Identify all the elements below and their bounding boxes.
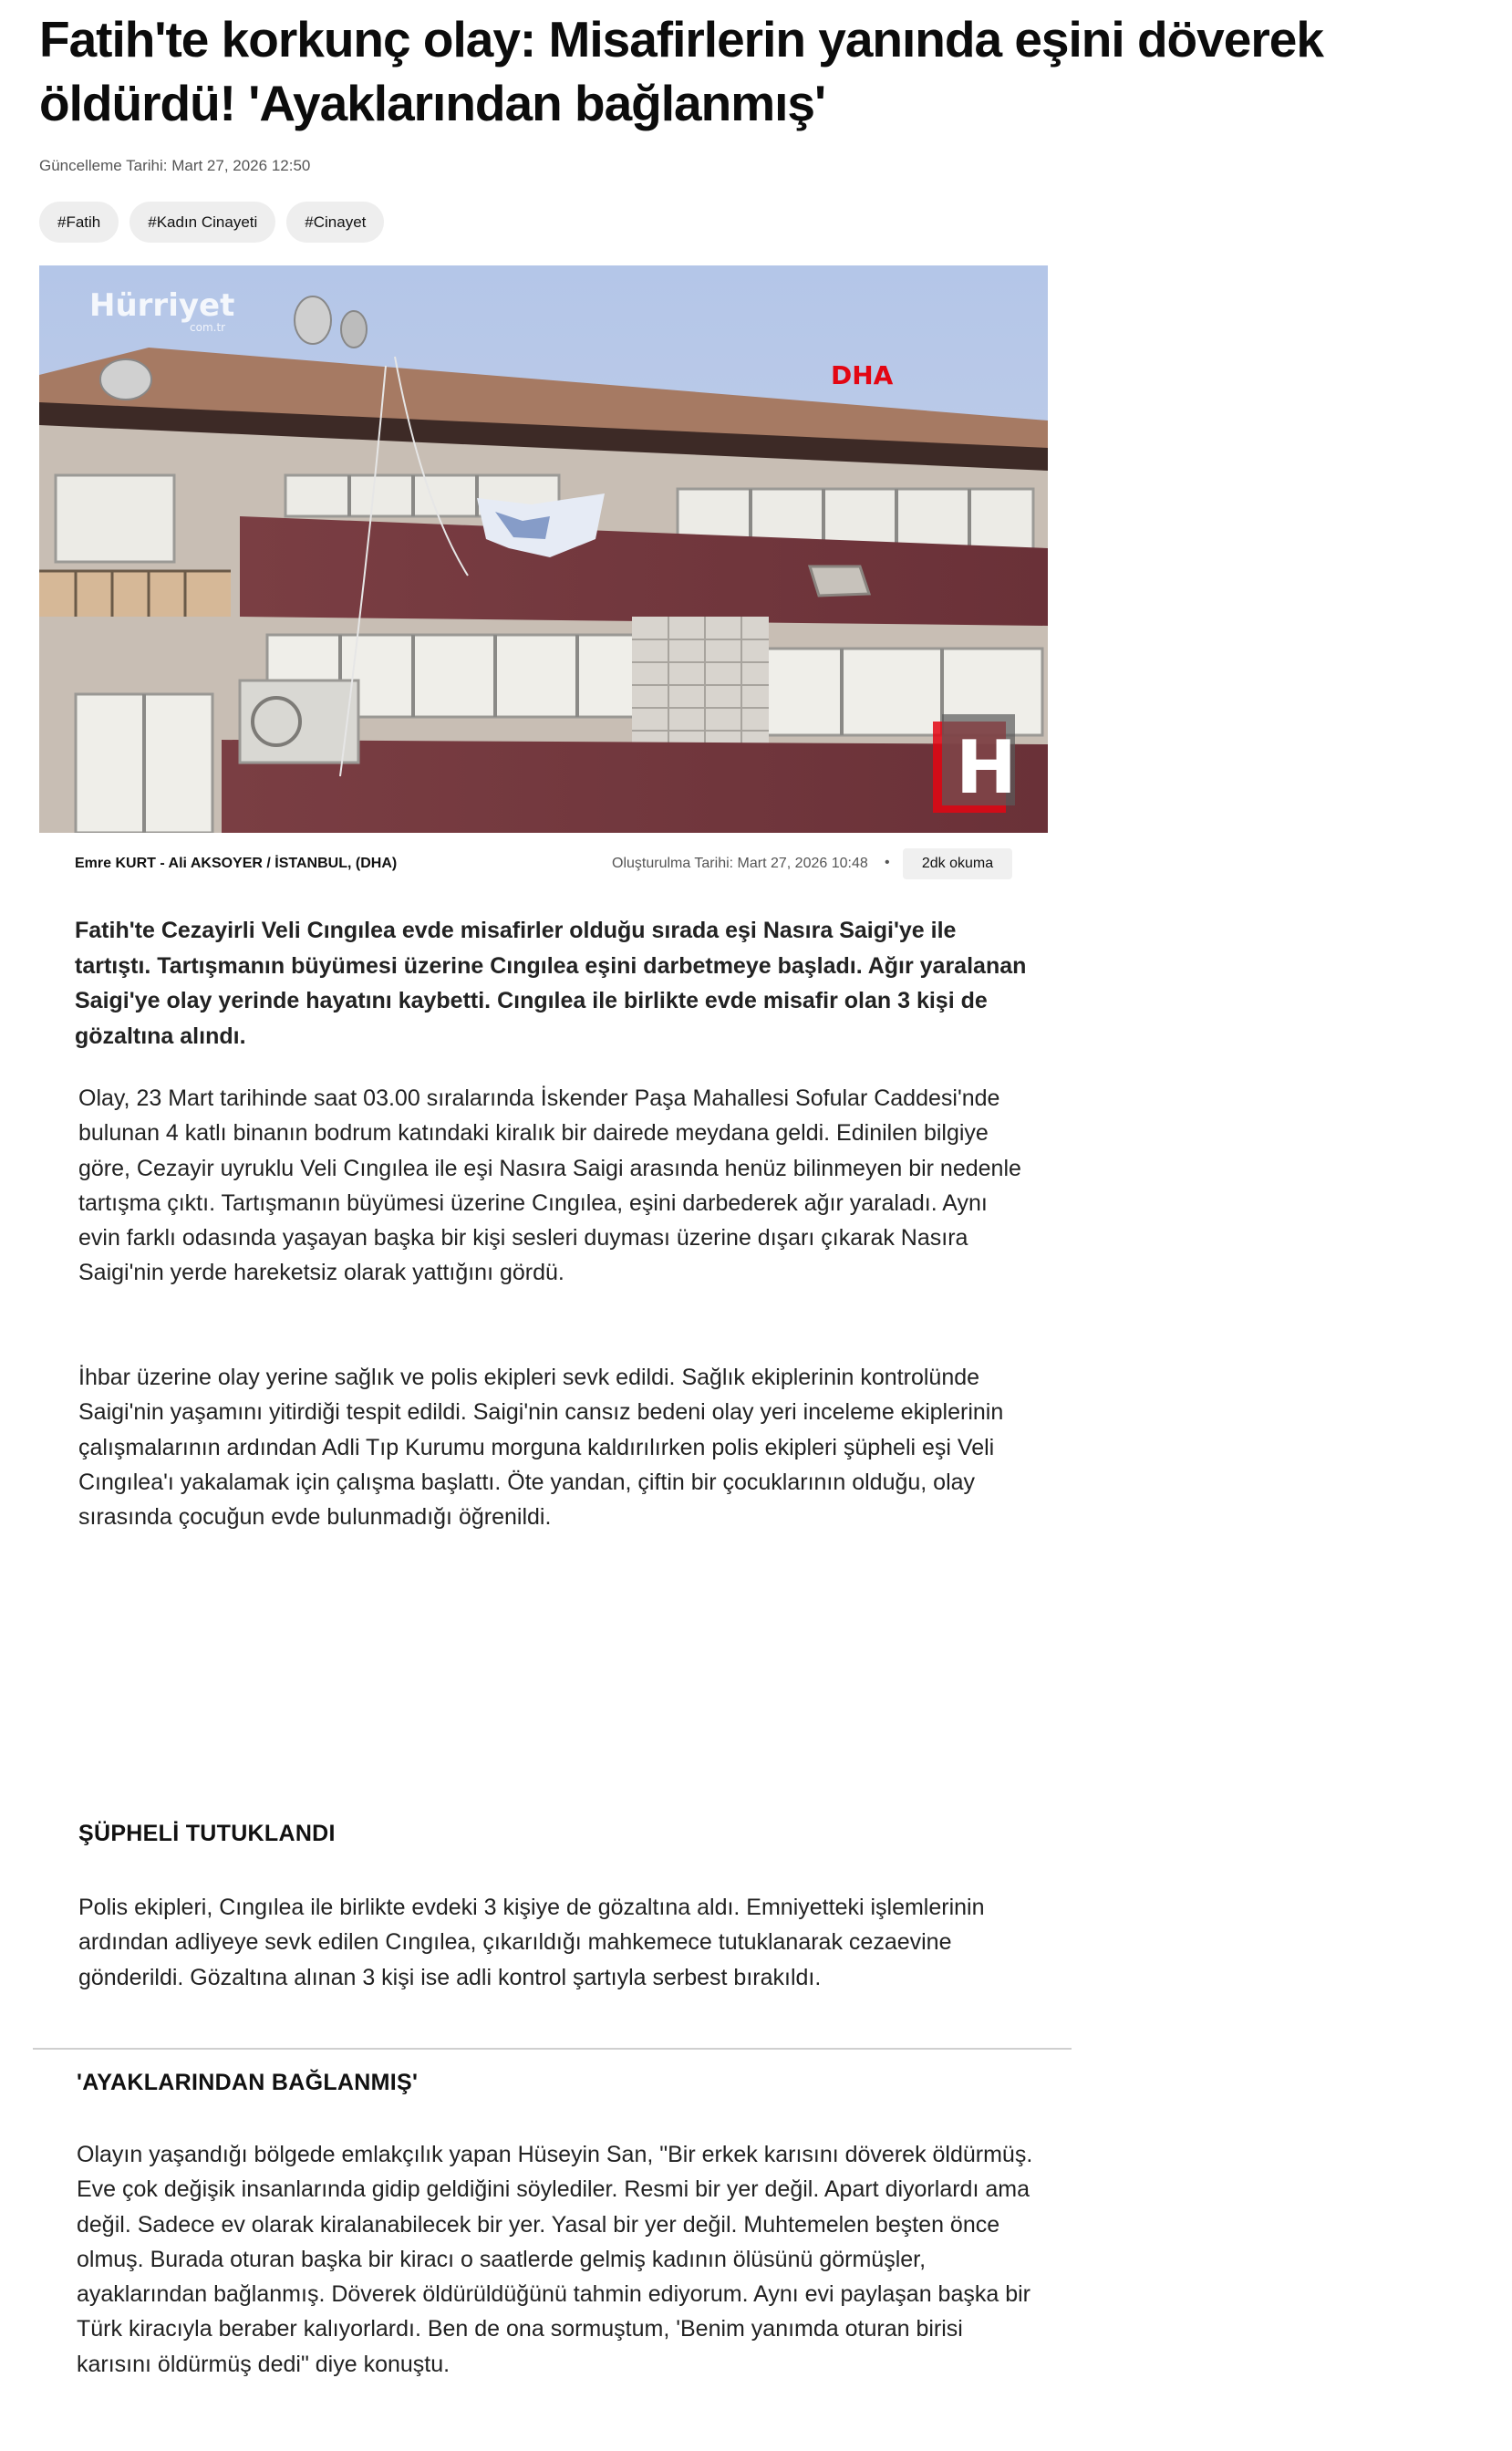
created-date: Oluşturulma Tarihi: Mart 27, 2026 10:48 (612, 856, 868, 871)
section-heading-baglanmis: 'AYAKLARINDAN BAĞLANMIŞ' (77, 2070, 419, 2095)
hurriyet-watermark-sub: com.tr (190, 321, 226, 334)
tag-fatih[interactable]: #Fatih (39, 202, 119, 243)
paragraph-3: Polis ekipleri, Cıngılea ile birlikte evdeki 3 kişiye de gözaltına aldı. Emniyetteki işlemlerinin ardından adliyeye sevk edilen Cıngılea, çıkarıldığı mahkemece tutuklanarak cezaevine gönderildi. Gözaltına alınan 3 kişi ise adli kontrol şartıyla serbest bırakıldı. (78, 1895, 985, 1990)
updated-date: Güncelleme Tarihi: Mart 27, 2026 12:50 (39, 157, 311, 174)
tag-list (39, 202, 384, 243)
tag-kadin-cinayeti[interactable]: #Kadın Cinayeti (129, 202, 275, 243)
byline: Emre KURT - Ali AKSOYER / İSTANBUL, (DHA) (75, 856, 398, 871)
section-divider (33, 2048, 1072, 2050)
dha-watermark: DHA (831, 360, 894, 390)
section-heading-tutuklandi: ŞÜPHELİ TUTUKLANDI (78, 1821, 336, 1846)
article-meta (75, 848, 1014, 881)
tag-cinayet[interactable]: #Cinayet (286, 202, 384, 243)
article-lead: Fatih'te Cezayirli Veli Cıngılea evde misafirler olduğu sırada eşi Nasıra Saigi'ye ile tartıştı. Tartışmanın büyümesi üzerine Cıngılea eşini darbetmeye başladı. Ağır yaralanan Saigi'ye olay yerinde hayatını kaybetti. Cıngılea ile birlikte evde misafir olan 3 kişi de gözaltına alındı. (75, 918, 1027, 1049)
meta-separator: • (885, 855, 890, 870)
hurriyet-watermark: Hürriyet (89, 287, 235, 324)
read-time-badge: 2dk okuma (903, 848, 1012, 879)
hero-image[interactable] (39, 265, 1048, 833)
article-title: Fatih'te korkunç olay: Misafirlerin yanında eşini döverek öldürdü! 'Ayaklarından bağlanmış' (39, 11, 1323, 131)
paragraph-1: Olay, 23 Mart tarihinde saat 03.00 sıralarında İskender Paşa Mahallesi Sofular Caddesi'nde bulunan 4 katlı binanın bodrum katındaki kiralık bir dairede meydana geldi. Edinilen bilgiye göre, Cezayir uyruklu Veli Cıngılea ile eşi Nasıra Saigi arasında henüz bilinmeyen bir nedenle tartışma çıktı. Tartışmanın büyümesi üzerine Cıngılea, eşini darbederek ağır yaraladı. Aynı evin farklı odasında yaşayan başka bir kişi sesleri duyması üzerine dışarı çıkarak Nasıra Saigi'nin yerde hareketsiz olarak yattığını gördü. (78, 1085, 1021, 1286)
h-logo-icon (933, 714, 1017, 813)
paragraph-2: İhbar üzerine olay yerine sağlık ve polis ekipleri sevk edildi. Sağlık ekiplerinin kontrolünde Saigi'nin yaşamını yitirdiği tespit edildi. Saigi'nin cansız bedeni olay yeri inceleme ekiplerinin çalışmalarının ardından Adli Tıp Kurumu morguna kaldırılırken polis ekipleri şüpheli eşi Veli Cıngılea'ı yakalamak için çalışma başlattı. Öte yandan, çiftin bir çocuklarının olduğu, olay sırasında çocuğun evde bulunmadığı öğrenildi. (78, 1365, 1004, 1531)
svg-text:H: H (956, 725, 1017, 810)
paragraph-4: Olayın yaşandığı bölgede emlakçılık yapan Hüseyin San, "Bir erkek karısını döverek öldürmüş. Eve çok değişik insanlarında gidip geldiğini söylediler. Resmi bir yer değil. Apart diyorlardı ama değil. Sadece ev olarak kiralanabilecek bir yer. Yasal bir yer değil. Muhtemelen beşten önce olmuş. Burada oturan başka bir kiracı o saatlerde gelmiş kadının ölüsünü görmüşler, ayaklarından bağlanmış. Döverek öldürüldüğünü tahmin ediyorum. Aynı evi paylaşan başka bir Türk kiracıyla beraber kalıyorlardı. Ben de ona sormuştum, 'Benim yanımda oturan birisi karısını öldürmüş dedi" diye konuştu. (77, 2142, 1033, 2377)
